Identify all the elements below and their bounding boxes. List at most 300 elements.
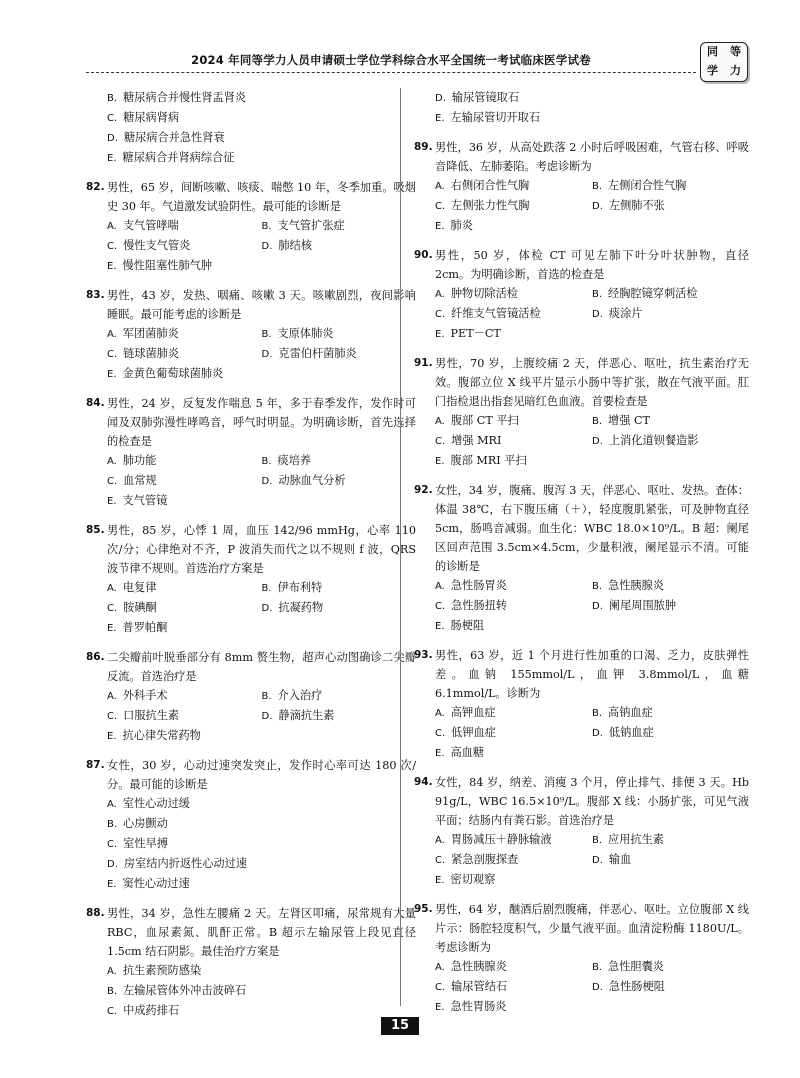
option-label: A.: [107, 456, 117, 467]
question-text: 男性，70 岁，上腹绞痛 2 天，伴恶心、呕吐，抗生素治疗无效。腹部立位 X 线平片显示小肠中等扩张，散在气液平面。肛门指检退出指套见暗红色血液。首要检查是: [435, 357, 749, 408]
option-text: 痰涂片: [608, 307, 643, 320]
publisher-logo: [700, 42, 748, 82]
question-stem: [414, 354, 749, 411]
option-label: B.: [592, 581, 603, 592]
option-text: 密切观察: [450, 873, 496, 886]
answer-option: [107, 324, 262, 344]
answer-option: [262, 598, 417, 618]
answer-option: [107, 706, 262, 726]
question-number: 84.: [86, 397, 105, 409]
answer-option: [435, 196, 592, 216]
option-list: [86, 451, 416, 511]
answer-option: [107, 236, 262, 256]
option-label: E.: [107, 879, 117, 890]
question-block: [86, 178, 416, 276]
option-text: 伊布利特: [277, 581, 323, 594]
question-number: 86.: [86, 651, 105, 663]
option-text: 上消化道钡餐造影: [608, 434, 699, 447]
option-label: E.: [435, 875, 445, 886]
option-text: 右侧闭合性气胸: [450, 179, 530, 192]
option-text: 痰培养: [277, 454, 312, 467]
answer-option: [592, 596, 749, 616]
question-block: [86, 756, 416, 894]
option-text: 军团菌肺炎: [122, 327, 179, 340]
answer-option: [435, 870, 749, 890]
option-label: D.: [592, 982, 603, 993]
answer-option: [262, 706, 417, 726]
option-label: B.: [261, 456, 272, 467]
question-number: 85.: [86, 524, 105, 536]
option-label: A.: [435, 416, 445, 427]
answer-option: [435, 830, 592, 850]
answer-option: [107, 981, 416, 1001]
question-number: 94.: [414, 776, 433, 788]
question-block: [414, 900, 749, 1017]
answer-option: [107, 726, 416, 746]
option-text: 高血糖: [450, 746, 485, 759]
option-label: A.: [435, 962, 445, 973]
answer-option: [107, 471, 262, 491]
option-label: A.: [435, 835, 445, 846]
option-text: 糖尿病合并慢性肾盂肾炎: [123, 91, 247, 104]
option-text: 血常规: [123, 474, 157, 487]
question-stem: [86, 178, 416, 216]
answer-option: [435, 743, 749, 763]
option-label: D.: [261, 711, 273, 722]
option-list: [414, 703, 749, 763]
option-label: D.: [261, 476, 273, 487]
answer-option: [592, 196, 749, 216]
option-label: D.: [435, 93, 446, 104]
answer-option: [107, 491, 416, 511]
answer-option: [435, 284, 592, 304]
answer-option: [107, 854, 416, 874]
option-text: 经胸腔镜穿刺活检: [608, 287, 698, 300]
question-stem: [86, 521, 416, 578]
option-text: 房室结内折返性心动过速: [123, 857, 247, 870]
answer-option: [107, 961, 416, 981]
question-block: [86, 521, 416, 638]
page-header: [86, 52, 696, 78]
logo-char: 同: [707, 45, 718, 58]
option-label: E.: [435, 1002, 445, 1013]
answer-option: [262, 471, 417, 491]
option-label: A.: [107, 799, 117, 810]
answer-option: [107, 598, 262, 618]
option-list: [414, 576, 749, 636]
answer-option: [592, 284, 749, 304]
question-block: [414, 246, 749, 344]
option-text: 急性肠梗阻: [608, 980, 665, 993]
option-label: E.: [107, 623, 117, 634]
option-text: 左侧张力性气胸: [451, 199, 530, 212]
option-text: 链球菌肺炎: [123, 347, 180, 360]
answer-option: [107, 874, 416, 894]
question-block: [414, 354, 749, 471]
option-label: B.: [592, 708, 603, 719]
answer-option: [435, 957, 592, 977]
option-text: 阑尾周围脓肿: [608, 599, 677, 612]
option-label: B.: [261, 583, 272, 594]
answer-option: [592, 176, 749, 196]
option-text: 左输尿管体外冲击波碎石: [123, 984, 247, 997]
option-text: 糖尿病肾病: [123, 111, 180, 124]
question-block: [86, 394, 416, 511]
question-stem: [414, 900, 749, 957]
answer-option: [592, 977, 749, 997]
option-text: 输尿管结石: [451, 980, 508, 993]
answer-option: [435, 977, 592, 997]
option-label: B.: [107, 986, 118, 997]
question-stem: [414, 481, 749, 576]
answer-option: [435, 411, 592, 431]
header-divider: [86, 72, 696, 73]
answer-option: [592, 304, 749, 324]
option-label: C.: [107, 476, 118, 487]
option-list: [414, 176, 749, 236]
answer-option: [592, 830, 749, 850]
option-label: A.: [435, 181, 445, 192]
option-text: 室性早搏: [123, 837, 168, 850]
logo-char: 力: [730, 64, 741, 77]
option-text: 肿物切除活检: [450, 287, 518, 300]
option-label: A.: [435, 581, 445, 592]
answer-option: [592, 723, 749, 743]
option-label: B.: [592, 835, 603, 846]
option-label: D.: [592, 309, 603, 320]
answer-option: [107, 794, 416, 814]
option-list: [86, 578, 416, 638]
question-number: 92.: [414, 484, 433, 496]
option-label: B.: [107, 819, 118, 830]
option-text: 克雷伯杆菌肺炎: [278, 347, 357, 360]
answer-option: [107, 216, 262, 236]
option-label: E.: [107, 261, 117, 272]
question-text: 男性，50 岁，体检 CT 可见左肺下叶分叶状肿物，直径 2cm。为明确诊断，首选的检查是: [435, 249, 749, 281]
answer-option: [262, 686, 417, 706]
right-column: [414, 88, 749, 1027]
answer-option: [435, 723, 592, 743]
option-list: [414, 957, 749, 1017]
option-label: C.: [435, 309, 446, 320]
option-label: C.: [107, 839, 118, 850]
option-text: 输尿管镜取石: [451, 91, 520, 104]
answer-option: [107, 256, 416, 276]
answer-option: [592, 957, 749, 977]
option-list: [86, 686, 416, 746]
option-text: 肠梗阻: [450, 619, 485, 632]
logo-char: 等: [730, 45, 741, 58]
answer-option: [592, 411, 749, 431]
answer-option: [262, 236, 417, 256]
question-stem: [86, 394, 416, 451]
option-label: D.: [261, 349, 273, 360]
option-text: 应用抗生素: [608, 833, 664, 846]
answer-option: [262, 216, 417, 236]
answer-option: [107, 451, 262, 471]
option-label: C.: [107, 349, 118, 360]
option-label: C.: [435, 728, 446, 739]
option-label: D.: [592, 201, 603, 212]
answer-option: [435, 576, 592, 596]
answer-option: [107, 686, 262, 706]
question-block: [86, 286, 416, 384]
option-label: E.: [107, 153, 117, 164]
option-text: 急性胆囊炎: [608, 960, 664, 973]
option-text: 增强 CT: [608, 414, 651, 427]
answer-option: [435, 88, 749, 108]
answer-option: [435, 616, 749, 636]
left-column: [86, 88, 416, 1031]
answer-option: [435, 703, 592, 723]
option-label: E.: [435, 621, 445, 632]
question-text: 男性，85 岁，心悸 1 周，血压 142/96 mmHg，心率 110 次/分；心律绝对不齐，P 波消失而代之以不规则 f 波，QRS 波节律不规则。首选治疗方案是: [107, 524, 416, 575]
option-list: [414, 830, 749, 890]
option-label: A.: [107, 583, 117, 594]
question-text: 男性，24 岁，反复发作喘息 5 年，多于春季发作，发作时可闻及双肺弥漫性哮鸣音，呼气时明显。为明确诊断，首先选择的检查是: [107, 397, 416, 448]
option-text: 急性胃肠炎: [450, 1000, 507, 1013]
option-text: 低钠血症: [608, 726, 654, 739]
question-block: [414, 88, 749, 128]
option-text: 肺结核: [278, 239, 312, 252]
answer-option: [107, 364, 416, 384]
answer-option: [107, 578, 262, 598]
option-text: 慢性支气管炎: [123, 239, 191, 252]
option-label: B.: [261, 221, 272, 232]
option-text: 窦性心动过速: [122, 877, 190, 890]
logo-char: 学: [707, 64, 718, 77]
option-label: C.: [435, 601, 446, 612]
question-number: 90.: [414, 249, 433, 261]
option-text: 输血: [608, 853, 632, 866]
option-text: 抗生素预防感染: [122, 964, 202, 977]
option-text: 急性肠扭转: [451, 599, 508, 612]
option-label: E.: [107, 496, 117, 507]
option-text: 腹部 CT 平扫: [450, 414, 519, 427]
option-text: 纤维支气管镜活检: [451, 307, 541, 320]
question-stem: [86, 286, 416, 324]
option-text: 心房颤动: [123, 817, 168, 830]
question-text: 男性，63 岁，近 1 个月进行性加重的口渴、乏力，皮肤弹性差。血钠 155mmol/L，血钾 3.8mmol/L，血糖 6.1mmol/L。诊断为: [435, 649, 749, 700]
question-text: 男性，43 岁，发热、咽痛、咳嗽 3 天。咳嗽剧烈，夜间影响睡眠。最可能考虑的诊断是: [107, 289, 416, 321]
option-text: 左输尿管切开取石: [450, 111, 541, 124]
option-text: 腹部 MRI 平扫: [450, 454, 527, 467]
option-list: [86, 88, 416, 168]
option-text: 静滴抗生素: [278, 709, 335, 722]
option-text: 急性胰腺炎: [608, 579, 664, 592]
question-block: [414, 481, 749, 636]
answer-option: [262, 578, 417, 598]
option-list: [86, 794, 416, 894]
option-text: 介入治疗: [277, 689, 323, 702]
option-list: [86, 216, 416, 276]
option-label: B.: [107, 93, 118, 104]
option-text: 肺功能: [122, 454, 157, 467]
option-label: B.: [592, 289, 603, 300]
answer-option: [107, 1001, 416, 1021]
option-label: B.: [261, 691, 272, 702]
answer-option: [435, 431, 592, 451]
option-label: D.: [592, 436, 603, 447]
option-text: 抗心律失常药物: [122, 729, 201, 742]
option-label: D.: [592, 601, 603, 612]
option-label: C.: [107, 711, 118, 722]
option-list: [86, 961, 416, 1021]
option-label: A.: [107, 691, 117, 702]
question-number: 91.: [414, 357, 433, 369]
answer-option: [435, 216, 749, 236]
option-label: D.: [592, 728, 603, 739]
option-text: 急性胰腺炎: [450, 960, 507, 973]
option-label: B.: [592, 181, 603, 192]
option-text: 中成药排石: [123, 1004, 180, 1017]
option-text: 肺炎: [450, 219, 473, 232]
answer-option: [435, 108, 749, 128]
question-text: 男性，64 岁，酗酒后剧烈腹痛，伴恶心、呕吐。立位腹部 X 线片示：肠腔轻度积气，少量气液平面。血清淀粉酶 1180U/L。考虑诊断为: [435, 903, 749, 954]
question-number: 82.: [86, 181, 105, 193]
option-text: 胺碘酮: [123, 601, 157, 614]
answer-option: [107, 344, 262, 364]
question-block: [414, 773, 749, 890]
answer-option: [262, 324, 417, 344]
option-label: D.: [261, 241, 273, 252]
option-label: E.: [435, 113, 445, 124]
answer-option: [435, 176, 592, 196]
question-number: 83.: [86, 289, 105, 301]
option-text: 糖尿病合并肾病综合征: [122, 151, 235, 164]
option-label: D.: [107, 133, 118, 144]
option-label: C.: [435, 855, 446, 866]
answer-option: [107, 108, 416, 128]
answer-option: [592, 431, 749, 451]
option-text: 外科手术: [122, 689, 168, 702]
option-label: E.: [435, 748, 445, 759]
option-label: C.: [435, 436, 446, 447]
answer-option: [107, 88, 416, 108]
answer-option: [107, 618, 416, 638]
option-text: 支原体肺炎: [277, 327, 334, 340]
option-label: C.: [107, 113, 118, 124]
option-text: 胃肠减压＋静脉输液: [450, 833, 552, 846]
answer-option: [262, 451, 417, 471]
option-text: 高钠血症: [608, 706, 653, 719]
option-label: C.: [107, 1006, 118, 1017]
question-block: [414, 138, 749, 236]
question-stem: [86, 648, 416, 686]
question-stem: [414, 138, 749, 176]
option-text: 支气管镜: [122, 494, 168, 507]
option-label: A.: [107, 221, 117, 232]
option-text: 左侧闭合性气胸: [608, 179, 687, 192]
option-list: [414, 284, 749, 344]
question-stem: [414, 773, 749, 830]
question-number: 95.: [414, 903, 433, 915]
question-text: 女性，34 岁，腹痛、腹泻 3 天，伴恶心、呕吐、发热。查体：体温 38℃，右下腹压痛（＋），轻度腹肌紧张，可及肿物直径 5cm，肠鸣音减弱。血生化：WBC 18.0×10⁹/L。B 超：阑尾区回声范围 3.5cm×4.5cm，少量积液，阑尾显示不清。可能的诊断是: [435, 484, 749, 573]
option-label: A.: [435, 289, 445, 300]
answer-option: [435, 997, 749, 1017]
question-block: [86, 904, 416, 1021]
option-text: 支气管哮喘: [122, 219, 179, 232]
option-label: C.: [107, 241, 118, 252]
answer-option: [107, 128, 416, 148]
option-label: B.: [261, 329, 272, 340]
answer-option: [435, 324, 749, 344]
column-divider: [400, 88, 401, 1006]
option-label: C.: [435, 982, 446, 993]
answer-option: [592, 576, 749, 596]
option-label: A.: [435, 708, 445, 719]
option-text: 抗凝药物: [278, 601, 324, 614]
question-text: 二尖瓣前叶脱垂部分有 8mm 赘生物，超声心动图确诊二尖瓣反流。首选治疗是: [107, 651, 416, 683]
question-block: [86, 88, 416, 168]
answer-option: [435, 596, 592, 616]
option-text: 支气管扩张症: [277, 219, 345, 232]
answer-option: [107, 834, 416, 854]
option-label: E.: [435, 456, 445, 467]
option-text: 口服抗生素: [123, 709, 180, 722]
question-block: [414, 646, 749, 763]
option-label: D.: [261, 603, 273, 614]
option-label: E.: [107, 369, 117, 380]
option-label: A.: [107, 329, 117, 340]
option-text: 糖尿病合并急性肾衰: [123, 131, 225, 144]
option-text: 低钾血症: [451, 726, 496, 739]
option-label: B.: [592, 416, 603, 427]
exam-title: 2024 年同等学力人员申请硕士学位学科综合水平全国统一考试临床医学试卷: [191, 53, 591, 67]
question-number: 89.: [414, 141, 433, 153]
option-label: A.: [107, 966, 117, 977]
answer-option: [592, 850, 749, 870]
option-text: 增强 MRI: [451, 434, 502, 447]
option-text: 高钾血症: [450, 706, 496, 719]
option-list: [86, 324, 416, 384]
question-text: 男性，36 岁，从高处跌落 2 小时后呼吸困难，气管右移、呼吸音降低、左肺萎陷。考虑诊断为: [435, 141, 749, 173]
option-list: [414, 411, 749, 471]
option-label: C.: [107, 603, 118, 614]
answer-option: [435, 304, 592, 324]
option-text: 动脉血气分析: [278, 474, 346, 487]
question-number: 87.: [86, 759, 105, 771]
question-stem: [414, 646, 749, 703]
option-text: PET－CT: [450, 327, 501, 340]
question-stem: [86, 904, 416, 961]
option-label: D.: [592, 855, 603, 866]
option-text: 慢性阻塞性肺气肿: [122, 259, 213, 272]
question-number: 88.: [86, 907, 105, 919]
option-text: 急性肠胃炎: [450, 579, 507, 592]
option-text: 室性心动过缓: [122, 797, 190, 810]
question-text: 女性，30 岁，心动过速突发突止，发作时心率可达 180 次/分。最可能的诊断是: [107, 759, 416, 791]
answer-option: [435, 850, 592, 870]
option-text: 金黄色葡萄球菌肺炎: [122, 367, 224, 380]
page-number: 15: [381, 1017, 419, 1035]
option-text: 紧急剖腹探查: [451, 853, 519, 866]
option-label: E.: [107, 731, 117, 742]
question-stem: [86, 756, 416, 794]
option-text: 左侧肺不张: [608, 199, 665, 212]
option-list: [414, 88, 749, 128]
question-number: 93.: [414, 649, 433, 661]
option-label: E.: [435, 329, 445, 340]
answer-option: [107, 148, 416, 168]
option-label: B.: [592, 962, 603, 973]
question-text: 女性，84 岁，纳差、消瘦 3 个月，停止排气、排便 3 天。Hb 91g/L，WBC 16.5×10⁹/L。腹部 X 线：小肠扩张，可见气液平面；结肠内有粪石影。首选治疗是: [435, 776, 749, 827]
option-label: C.: [435, 201, 446, 212]
option-label: D.: [107, 859, 118, 870]
option-text: 电复律: [122, 581, 157, 594]
answer-option: [592, 703, 749, 723]
option-label: E.: [435, 221, 445, 232]
